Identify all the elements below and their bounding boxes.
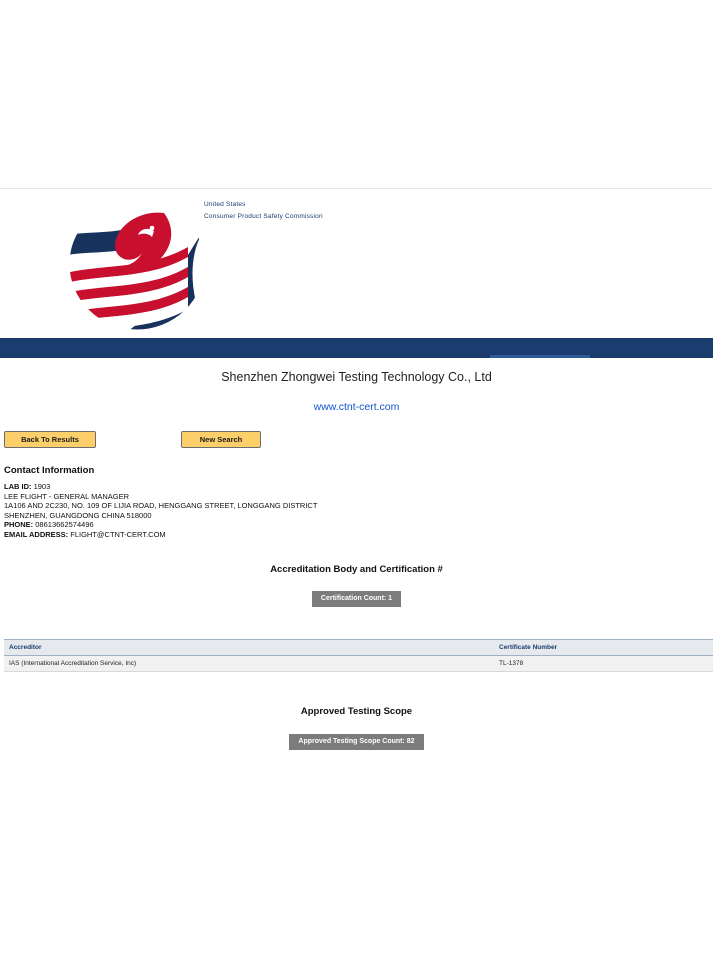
address-line-2: SHENZHEN, GUANGDONG CHINA 518000 <box>4 510 152 520</box>
lab-id-row <box>4 482 713 492</box>
accreditation-table <box>4 639 713 672</box>
email-label: EMAIL ADDRESS: <box>4 529 69 539</box>
scope-count-wrap <box>0 730 713 750</box>
column-header-accreditor: Accreditor <box>4 639 494 655</box>
action-button-row <box>0 431 713 449</box>
page-title: Shenzhen Zhongwei Testing Technology Co., Ltd <box>221 370 492 384</box>
contact-information-heading: Contact Information <box>4 465 95 476</box>
phone-label: PHONE: <box>4 520 34 530</box>
certification-count-badge: Certification Count: 1 <box>312 591 401 607</box>
main-content <box>0 358 713 750</box>
accreditation-heading: Accreditation Body and Certification # <box>270 563 443 575</box>
cell-accreditor: IAS (International Accreditation Service, Inc) <box>4 655 494 671</box>
lab-id-value: 1903 <box>33 482 51 491</box>
certification-count-wrap <box>0 587 713 607</box>
back-to-results-button[interactable]: Back To Results <box>4 431 96 448</box>
address-line-1: 1A106 AND 2C230, NO. 109 OF LIJIA ROAD, HENGGANG STREET, LONGGANG DISTRICT <box>4 501 318 511</box>
column-header-certificate-number: Certificate Number <box>494 639 713 655</box>
lab-id-label: LAB ID: <box>4 482 32 491</box>
cell-certificate-number: TL-1378 <box>494 655 713 671</box>
approved-testing-scope-count-badge: Approved Testing Scope Count: 82 <box>289 734 423 750</box>
contact-information-block <box>4 482 713 540</box>
table-row <box>4 655 713 671</box>
contact-person: LEE FLIGHT - GENERAL MANAGER <box>4 491 130 501</box>
table-header-row <box>4 639 713 655</box>
email-row <box>4 530 713 540</box>
agency-name: Consumer Product Safety Commission <box>204 213 323 220</box>
agency-identity <box>204 200 323 222</box>
lab-website-link[interactable]: www.ctnt-cert.com <box>313 401 400 413</box>
primary-navbar <box>0 338 713 358</box>
approved-testing-scope-heading: Approved Testing Scope <box>300 705 413 717</box>
email-value: FLIGHT@CTNT-CERT.COM <box>70 529 166 539</box>
new-search-button[interactable]: New Search <box>181 431 261 448</box>
cpsc-seal-icon <box>68 197 206 331</box>
phone-value: 08613662574496 <box>35 520 94 530</box>
phone-row <box>4 520 713 530</box>
agency-country: United States <box>204 201 246 208</box>
site-header-banner <box>0 188 713 339</box>
